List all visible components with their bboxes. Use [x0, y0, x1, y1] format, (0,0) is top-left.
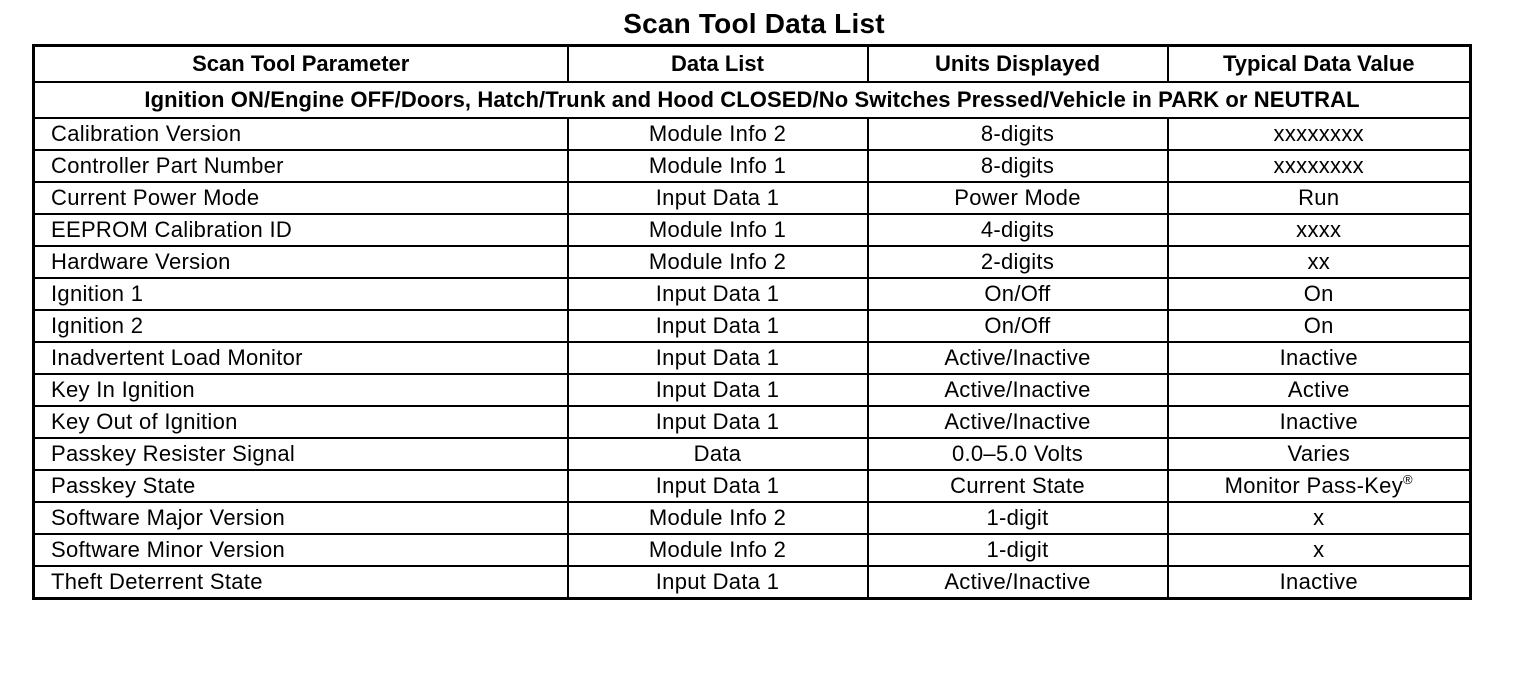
table-row — [34, 566, 1471, 599]
cell-typical-value — [1168, 310, 1471, 342]
cell-parameter — [34, 278, 568, 310]
cell-parameter-text: Ignition 2 — [51, 312, 144, 338]
header-typical-value: Typical Data Value — [1168, 46, 1471, 82]
condition-row — [34, 82, 1471, 118]
cell-typical-value — [1168, 406, 1471, 438]
cell-units-text: Active/Inactive — [944, 344, 1091, 370]
cell-parameter-text: Theft Deterrent State — [51, 568, 263, 594]
cell-units-text: 0.0–5.0 Volts — [951, 440, 1084, 466]
cell-parameter — [34, 150, 568, 182]
cell-units-text: Active/Inactive — [944, 568, 1091, 594]
cell-typical-value — [1168, 214, 1471, 246]
cell-units — [868, 246, 1168, 278]
table-row — [34, 150, 1471, 182]
cell-typical-value-text: x — [1313, 504, 1325, 530]
cell-data-list-text: Input Data 1 — [655, 472, 780, 498]
cell-units — [868, 406, 1168, 438]
cell-typical-value-text: xx — [1307, 248, 1331, 274]
cell-parameter — [34, 310, 568, 342]
cell-parameter — [34, 246, 568, 278]
cell-units-text: Active/Inactive — [944, 376, 1091, 402]
cell-typical-value-text: xxxx — [1296, 216, 1342, 242]
cell-data-list — [568, 246, 868, 278]
cell-units — [868, 118, 1168, 150]
cell-data-list — [568, 470, 868, 502]
header-row — [34, 46, 1471, 82]
cell-parameter-text: Ignition 1 — [51, 280, 144, 306]
table-row — [34, 438, 1471, 470]
cell-typical-value — [1168, 470, 1471, 502]
header-parameter: Scan Tool Parameter — [34, 46, 568, 82]
cell-data-list — [568, 214, 868, 246]
table-row — [34, 310, 1471, 342]
cell-units — [868, 534, 1168, 566]
cell-parameter — [34, 374, 568, 406]
cell-data-list-text: Module Info 2 — [648, 536, 787, 562]
table-row — [34, 342, 1471, 374]
cell-parameter — [34, 406, 568, 438]
cell-units — [868, 342, 1168, 374]
cell-data-list — [568, 278, 868, 310]
cell-typical-value-text: On — [1303, 312, 1334, 338]
condition-text: Ignition ON/Engine OFF/Doors, Hatch/Trunk and Hood CLOSED/No Switches Pressed/Vehicle in PARK or NEUTRAL — [34, 82, 1471, 118]
table-row — [34, 406, 1471, 438]
cell-parameter-text: Controller Part Number — [51, 152, 284, 178]
table-row — [34, 502, 1471, 534]
cell-parameter-text: Calibration Version — [51, 120, 242, 146]
cell-typical-value — [1168, 182, 1471, 214]
cell-units — [868, 310, 1168, 342]
table-row — [34, 470, 1471, 502]
cell-units — [868, 374, 1168, 406]
cell-parameter — [34, 118, 568, 150]
cell-units-text: On/Off — [984, 280, 1051, 306]
cell-typical-value — [1168, 534, 1471, 566]
cell-parameter — [34, 566, 568, 599]
table-header — [34, 46, 1471, 82]
cell-data-list — [568, 342, 868, 374]
table-row — [34, 182, 1471, 214]
cell-units-text: Power Mode — [954, 184, 1081, 210]
cell-data-list-text: Data — [693, 440, 742, 466]
table-row — [34, 278, 1471, 310]
cell-data-list — [568, 374, 868, 406]
cell-data-list-text: Module Info 1 — [648, 152, 787, 178]
cell-units-text: Current State — [950, 472, 1085, 498]
cell-units-text: 8-digits — [980, 120, 1055, 146]
cell-units — [868, 470, 1168, 502]
cell-data-list-text: Module Info 1 — [648, 216, 787, 242]
cell-typical-value — [1168, 278, 1471, 310]
cell-units-text: 8-digits — [980, 152, 1055, 178]
cell-typical-value-text: xxxxxxxx — [1273, 120, 1364, 146]
cell-units-text: 1-digit — [986, 504, 1049, 530]
cell-units — [868, 438, 1168, 470]
cell-typical-value-text: Varies — [1287, 440, 1351, 466]
cell-typical-value-text: Monitor Pass-Key — [1224, 472, 1404, 498]
cell-parameter-text: Passkey Resister Signal — [51, 440, 296, 466]
cell-units-text: Active/Inactive — [944, 408, 1091, 434]
cell-parameter — [34, 214, 568, 246]
cell-data-list-text: Input Data 1 — [655, 568, 780, 594]
scan-tool-data-table — [32, 44, 1472, 600]
cell-data-list-text: Module Info 2 — [648, 248, 787, 274]
cell-data-list-text: Input Data 1 — [655, 376, 780, 402]
registered-mark: ® — [1403, 471, 1413, 487]
cell-parameter — [34, 342, 568, 374]
cell-typical-value — [1168, 118, 1471, 150]
cell-typical-value-text: x — [1313, 536, 1325, 562]
table-row — [34, 214, 1471, 246]
cell-parameter-text: Key In Ignition — [51, 376, 195, 402]
page-title: Scan Tool Data List — [623, 8, 885, 39]
cell-data-list — [568, 406, 868, 438]
cell-typical-value-text: On — [1303, 280, 1334, 306]
cell-typical-value-text: Inactive — [1279, 344, 1358, 370]
cell-parameter — [34, 438, 568, 470]
cell-parameter — [34, 534, 568, 566]
table-row — [34, 534, 1471, 566]
cell-data-list-text: Input Data 1 — [655, 312, 780, 338]
table-row — [34, 374, 1471, 406]
table-body — [34, 82, 1471, 599]
cell-typical-value-text: Inactive — [1279, 568, 1358, 594]
cell-units — [868, 566, 1168, 599]
cell-typical-value-text: Run — [1298, 184, 1340, 210]
cell-data-list — [568, 534, 868, 566]
cell-units — [868, 278, 1168, 310]
cell-data-list-text: Input Data 1 — [655, 280, 780, 306]
cell-data-list-text: Module Info 2 — [648, 504, 787, 530]
cell-parameter — [34, 502, 568, 534]
cell-typical-value-text: Inactive — [1279, 408, 1358, 434]
table-row — [34, 246, 1471, 278]
cell-typical-value — [1168, 374, 1471, 406]
cell-parameter-text: Software Major Version — [51, 504, 286, 530]
cell-data-list-text: Input Data 1 — [655, 184, 780, 210]
cell-units-text: 4-digits — [980, 216, 1055, 242]
header-data-list: Data List — [568, 46, 868, 82]
cell-typical-value — [1168, 566, 1471, 599]
cell-units — [868, 214, 1168, 246]
cell-parameter-text: Current Power Mode — [51, 184, 260, 210]
cell-data-list — [568, 118, 868, 150]
cell-data-list — [568, 150, 868, 182]
cell-data-list — [568, 182, 868, 214]
cell-typical-value — [1168, 246, 1471, 278]
cell-typical-value — [1168, 438, 1471, 470]
cell-units-text: 2-digits — [980, 248, 1055, 274]
cell-parameter-text: Inadvertent Load Monitor — [51, 344, 303, 370]
cell-data-list-text: Input Data 1 — [655, 344, 780, 370]
cell-typical-value — [1168, 342, 1471, 374]
cell-data-list — [568, 502, 868, 534]
cell-data-list — [568, 566, 868, 599]
cell-typical-value-text: xxxxxxxx — [1273, 152, 1364, 178]
cell-data-list — [568, 438, 868, 470]
cell-parameter-text: Key Out of Ignition — [51, 408, 238, 434]
cell-parameter-text: Software Minor Version — [51, 536, 286, 562]
cell-data-list — [568, 310, 868, 342]
cell-data-list-text: Module Info 2 — [648, 120, 787, 146]
cell-parameter-text: EEPROM Calibration ID — [51, 216, 293, 242]
cell-units-text: 1-digit — [986, 536, 1049, 562]
cell-typical-value — [1168, 502, 1471, 534]
cell-units — [868, 502, 1168, 534]
cell-typical-value-text: Active — [1287, 376, 1350, 402]
cell-data-list-text: Input Data 1 — [655, 408, 780, 434]
header-units: Units Displayed — [868, 46, 1168, 82]
cell-units — [868, 182, 1168, 214]
table-row — [34, 118, 1471, 150]
cell-typical-value — [1168, 150, 1471, 182]
cell-parameter-text: Hardware Version — [51, 248, 231, 274]
cell-parameter — [34, 470, 568, 502]
cell-parameter-text: Passkey State — [51, 472, 196, 498]
cell-parameter — [34, 182, 568, 214]
cell-units — [868, 150, 1168, 182]
cell-units-text: On/Off — [984, 312, 1051, 338]
